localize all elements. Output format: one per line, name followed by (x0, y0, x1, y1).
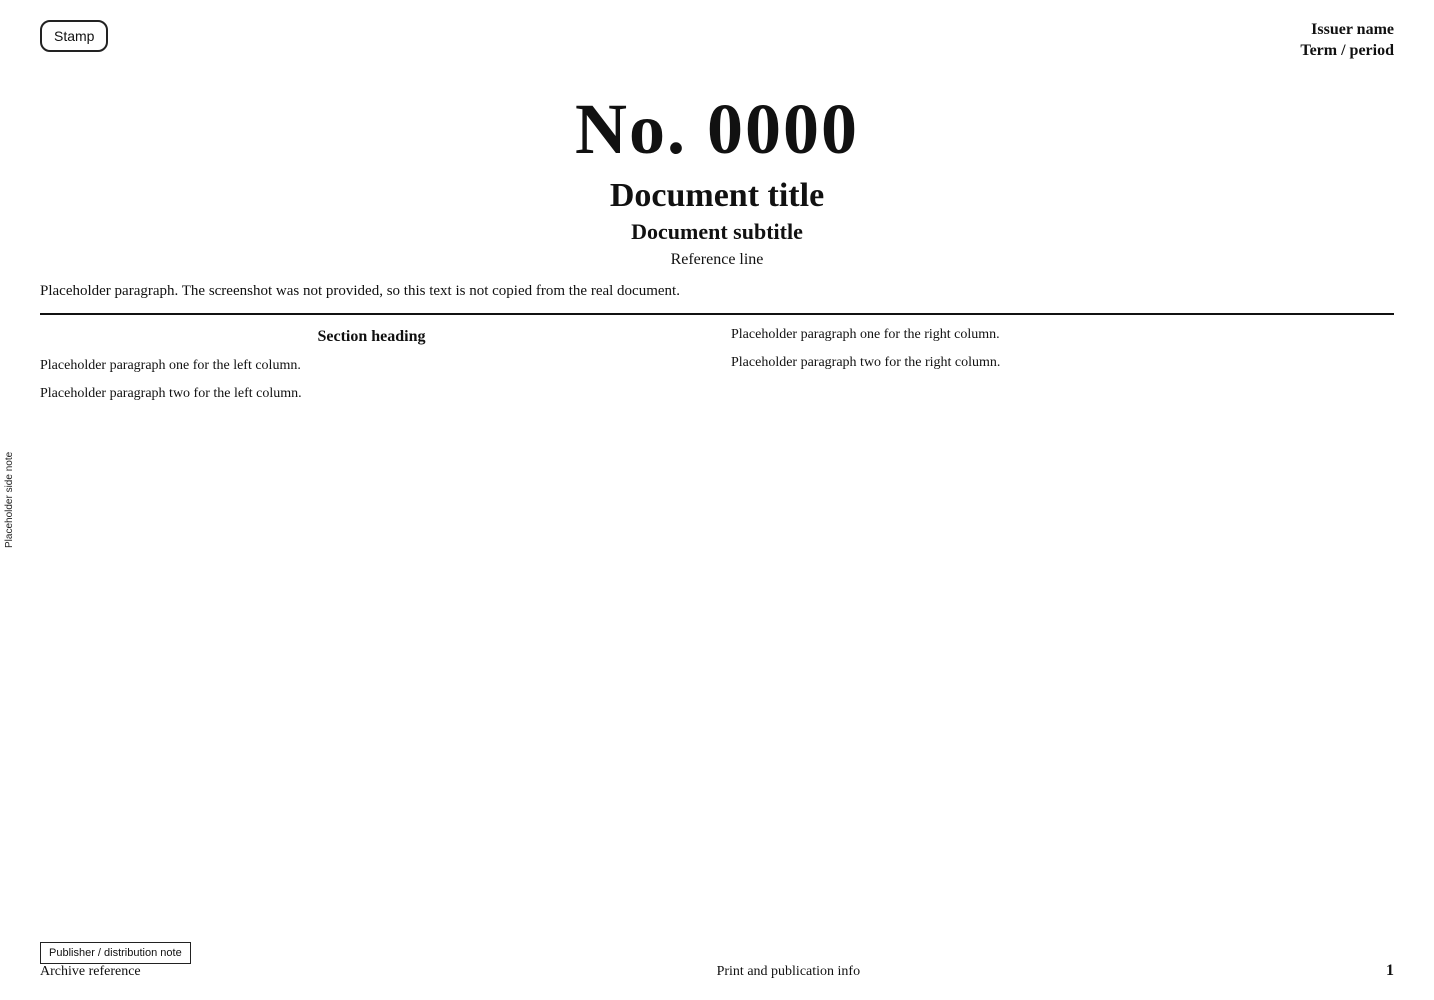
header (40, 20, 1394, 80)
publisher-box: Publisher / distribution note (40, 942, 191, 964)
issuer-period: Term / period (1300, 41, 1394, 59)
document-page (40, 20, 1394, 980)
document-number: No. 0000 (575, 89, 859, 169)
date-stamp: Stamp (40, 20, 108, 52)
archive-reference: Archive reference (40, 964, 141, 979)
digitization-note: Placeholder side note (4, 451, 15, 549)
section-heading: Section heading (317, 327, 426, 345)
paragraph: Placeholder paragraph one for the right column. (731, 326, 1000, 342)
intro-paragraph: Placeholder paragraph. The screenshot was not provided, so this text is not copied from the real document. (40, 283, 680, 299)
paragraph: Placeholder paragraph two for the left column. (40, 386, 302, 402)
paragraph: Placeholder paragraph two for the right column. (731, 355, 1001, 371)
document-title: Document title (609, 177, 825, 214)
right-column (731, 325, 1394, 845)
left-column (40, 325, 703, 845)
page-number: 1 (1385, 962, 1394, 979)
issuer-name: Issuer name (1311, 21, 1394, 38)
document-subtitle: Document subtitle (631, 219, 803, 244)
footer (40, 942, 1394, 980)
body-columns (40, 325, 1394, 845)
issuer-block (1300, 20, 1394, 62)
document-reference: Reference line (670, 251, 764, 268)
print-info: Print and publication info (716, 964, 861, 979)
footer-left (40, 942, 191, 980)
section-divider (40, 313, 1394, 315)
paragraph: Placeholder paragraph one for the left column. (40, 357, 301, 373)
